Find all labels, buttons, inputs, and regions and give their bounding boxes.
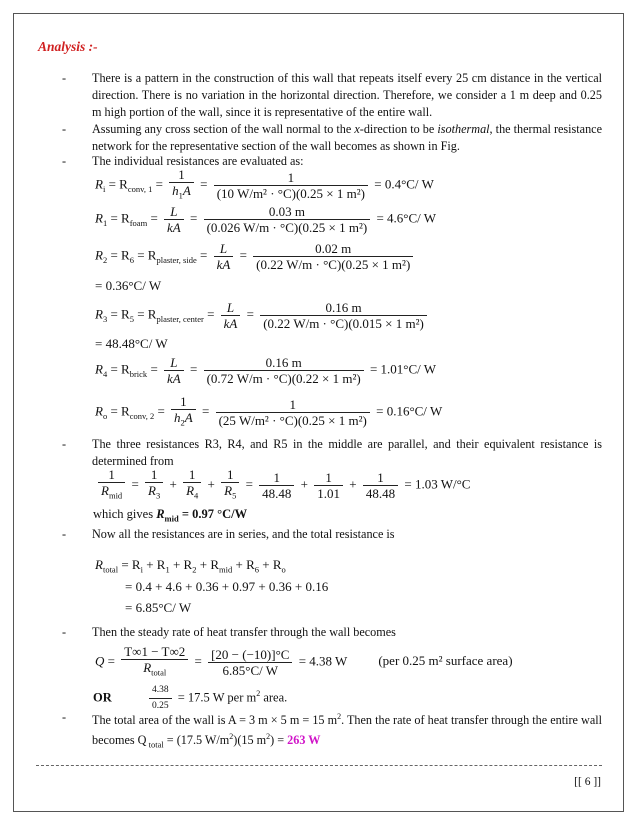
bullet-heat-rate-text: Then the steady rate of heat transfer through the wall becomes xyxy=(92,625,396,639)
bullet-series-text: Now all the resistances are in series, and the total resistance is xyxy=(92,527,395,541)
bullet-dash: - xyxy=(62,437,67,451)
eq-ri: $R_i = R_{conv, 1}$ = $\frac{1}{h_1A}$ = $\frac{1}{\text{(10 W/m² · °C)(0.25 × 1 m²)}}$ = 0.4°C/ W xyxy=(95,167,434,201)
eq-rmid-gives: which gives $R_{mid} = 0.97$ °C/W xyxy=(93,507,248,524)
eq-rtotal-line3: = 6.85°C/ W xyxy=(125,600,192,615)
bullet-resistances-text: The individual resistances are evaluated as: xyxy=(92,154,304,168)
page-number: [[ 6 ]] xyxy=(574,776,601,788)
eq-rtotal-line2: = 0.4 + 4.6 + 0.36 + 0.97 + 0.36 + 0.16 xyxy=(125,579,329,594)
bullet-isothermal-text: Assuming any cross section of the wall normal to the x-direction to be isothermal, the thermal resistance network for the representative section of the wall becomes as shown in Fig. xyxy=(92,122,603,153)
bullet-dash: - xyxy=(62,71,67,85)
bullet-dash: - xyxy=(62,625,67,639)
eq-r2: $R_2 = R_6 = R_{plaster, side}$ = $\frac{L}{kA}$ = $\frac{0.02 m}{\text{(0.22 W/m · °C)(0.25 × 1 m²)}}$ xyxy=(95,241,416,272)
bullet-dash: - xyxy=(62,527,67,541)
eq-r3: $R_3 = R_5 = R_{plaster, center}$ = $\frac{L}{kA}$ = $\frac{0.16 m}{\text{(0.22 W/m · °C)(0.015 × 1 m²)}}$ xyxy=(95,300,430,331)
eq-ro: $R_o = R_{conv, 2}$ = $\frac{1}{h_2A}$ = $\frac{1}{\text{(25 W/m² · °C)(0.25 × 1 m²)}}$ = 0.16°C/ W xyxy=(95,394,443,428)
eq-r3-result: = 48.48°C/ W xyxy=(95,336,168,351)
eq-q: Q = $\frac{T\infty 1 - T\infty 2}{R_{total}}$ = $\frac{[20 - (-10)]^\circ C}{6.85^\circ C/ W}$ = 4.38 W (per 0.25 m² surface area) xyxy=(95,644,513,678)
eq-or-line: OR $\frac{4.38}{0.25}$ = 17.5 W per $m^2$ area. xyxy=(93,685,288,711)
total-heat-result: 263 W xyxy=(287,732,321,747)
eq-rtotal-line1: $R_{total} = R_i + R_1 + R_2 + R_{mid} + R_6 + R_o$ xyxy=(95,557,286,575)
footer-divider xyxy=(36,765,602,766)
eq-r2-result: = 0.36°C/ W xyxy=(95,278,162,293)
eq-r4: $R_4 = R_{brick}$ = $\frac{L}{kA}$ = $\frac{0.16 m}{\text{(0.72 W/m · °C)(0.22 × 1 m²)}}$ = 1.01°C/ W xyxy=(95,355,437,386)
bullet-dash: - xyxy=(62,154,67,168)
eq-rmid: $\frac{1}{R_{mid}}$ = $\frac{1}{R_3}$ + $\frac{1}{R_4}$ + $\frac{1}{R_5}$ = $\frac{1}{48.48}$ + $\frac{1}{1.01}$ + $\frac{1}{48.48}$ = 1.03 W/°C xyxy=(95,467,470,504)
bullet-pattern-text: There is a pattern in the construction of this wall that repeats itself every 25 cm distance in the vertical direction. There is no variation in the horizontal direction. Therefore, we consider a 1 m deep and 0.25 m high portion of the wall, since it is representative of the entire wall. xyxy=(92,71,602,119)
bullet-parallel-text: The three resistances R3, R4, and R5 in the middle are parallel, and their equivalent resistance is determined from xyxy=(92,437,602,468)
analysis-heading: Analysis :- xyxy=(38,39,98,54)
bullet-total-area-text: The total area of the wall is A = 3 m × 5 m = 15 $m^2$. Then the rate of heat transfer through the entire wall becomes Q $_{total}$ = (17.5 $W/m^2)(15$ $m^2) = 263$ W xyxy=(92,712,602,750)
bullet-dash: - xyxy=(62,710,67,724)
bullet-dash: - xyxy=(62,122,67,136)
eq-r1: $R_1 = R_{foam}$ = $\frac{L}{kA}$ = $\frac{0.03 m}{\text{(0.026 W/m · °C)(0.25 × 1 m²)}}$ = 4.6°C/ W xyxy=(95,204,437,235)
